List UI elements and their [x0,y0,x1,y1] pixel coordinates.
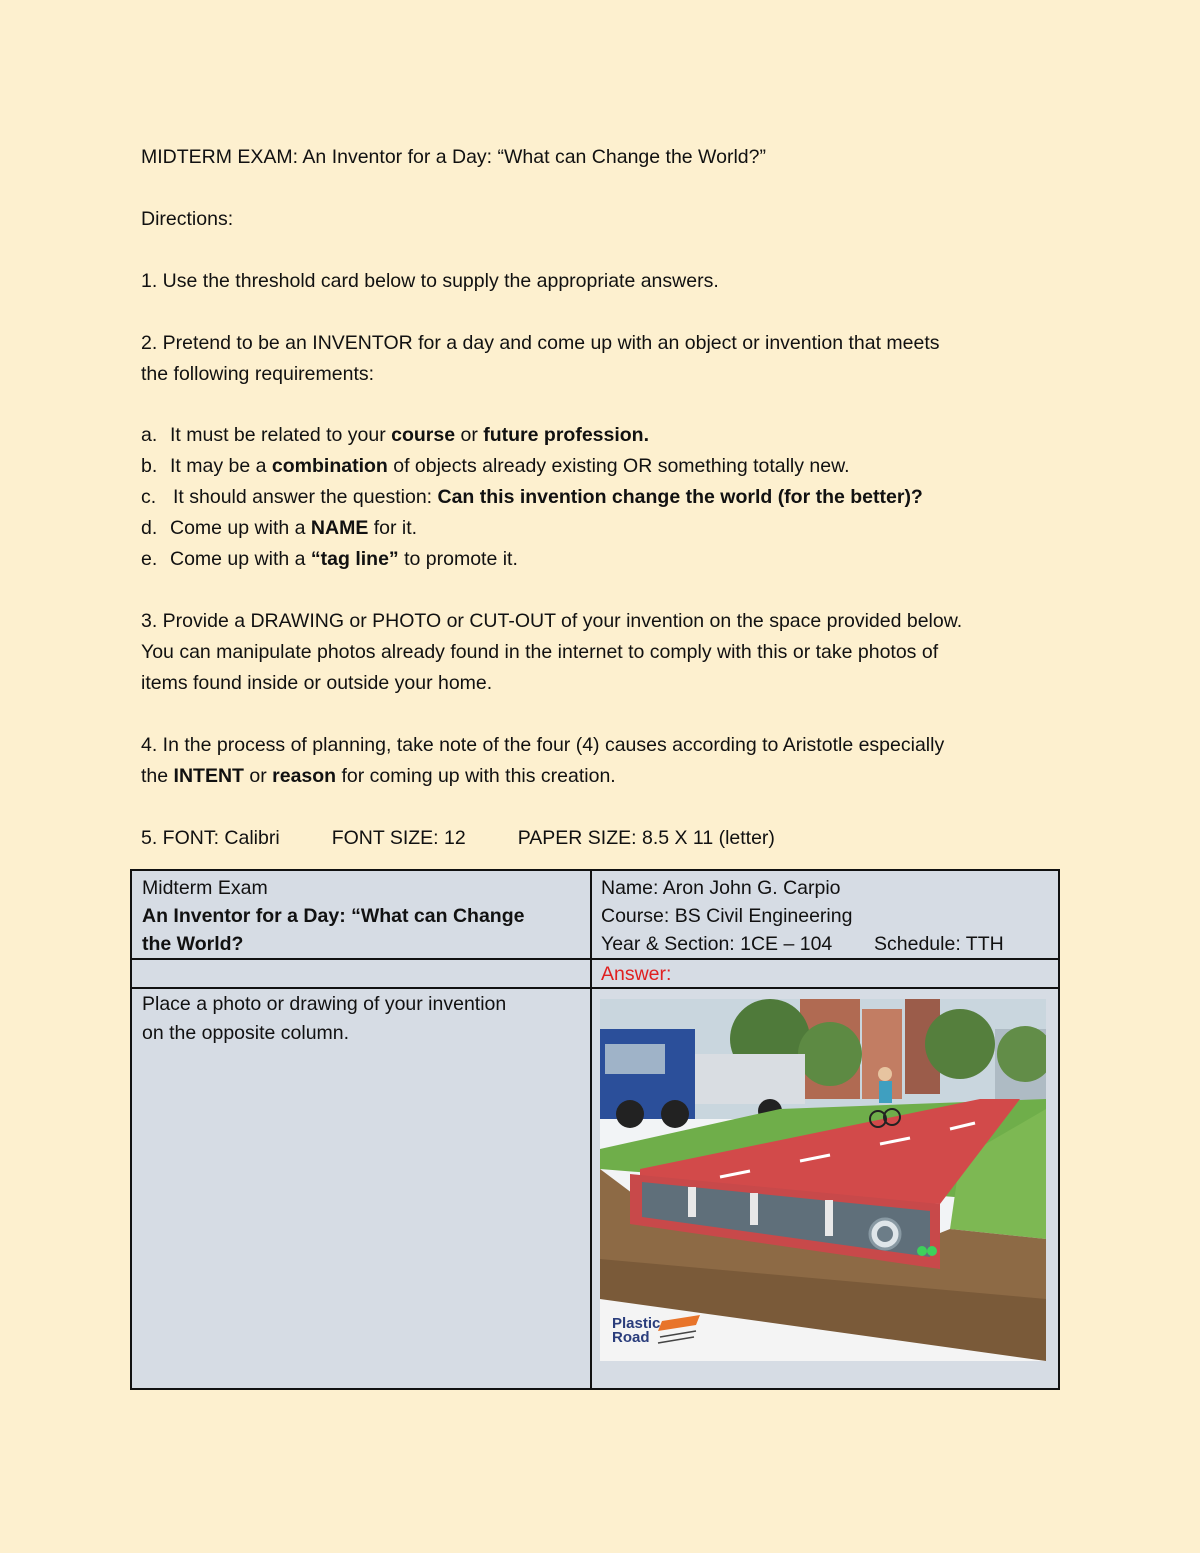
exam-title: MIDTERM EXAM: An Inventor for a Day: “What can Change the World?” [141,146,766,168]
direction-item-4-line-1: 4. In the process of planning, take note of the four (4) causes according to Aristotle especially [141,734,945,756]
card-header-line-2: An Inventor for a Day: “What can Change [142,905,525,927]
sub-item-d: Come up with a NAME for it. [170,517,418,539]
sub-item-e-marker: e. [141,548,158,570]
student-year-section: Year & Section: 1CE – 104 [601,933,833,955]
direction-item-2-line-1: 2. Pretend to be an INVENTOR for a day and come up with an object or invention that meets [141,332,940,354]
sub-item-e: Come up with a “tag line” to promote it. [170,548,518,570]
sub-item-a-marker: a. [141,424,158,446]
card-header-line-1: Midterm Exam [142,877,268,899]
plastic-road-logo: Plastic Road [612,1315,661,1346]
answer-label: Answer: [601,963,672,985]
direction-item-2-line-2: the following requirements: [141,363,375,385]
student-name: Name: Aron John G. Carpio [601,877,841,899]
sub-item-b: It may be a combination of objects already existing OR something totally new. [170,455,850,477]
direction-item-5: 5. FONT: Calibri FONT SIZE: 12 PAPER SIZE: 8.5 X 11 (letter) [141,827,775,849]
sub-item-c-marker: c. [141,486,157,508]
sub-item-c: It should answer the question: Can this invention change the world (for the better)? [173,486,923,508]
direction-item-1: 1. Use the threshold card below to supply the appropriate answers. [141,270,719,292]
threshold-card [130,869,1060,1390]
column-divider [590,871,592,1388]
student-schedule: Schedule: TTH [874,933,1004,955]
invention-photo [600,999,1046,1361]
row-divider-1 [132,958,1058,960]
row-divider-2 [132,987,1058,989]
sub-item-b-marker: b. [141,455,158,477]
card-header-line-3: the World? [142,933,244,955]
directions-label: Directions: [141,208,234,230]
direction-item-3-line-3: items found inside or outside your home. [141,672,493,694]
sub-item-a: It must be related to your course or future profession. [170,424,650,446]
instruction-line-2: on the opposite column. [142,1022,350,1044]
direction-item-4-line-2: the INTENT or reason for coming up with this creation. [141,765,616,787]
direction-item-3-line-2: You can manipulate photos already found in the internet to comply with this or take photos of [141,641,939,663]
direction-item-3-line-1: 3. Provide a DRAWING or PHOTO or CUT-OUT of your invention on the space provided below. [141,610,963,632]
sub-item-d-marker: d. [141,517,158,539]
student-course: Course: BS Civil Engineering [601,905,853,927]
plastic-road-illustration [600,999,1046,1361]
instruction-line-1: Place a photo or drawing of your invention [142,993,507,1015]
